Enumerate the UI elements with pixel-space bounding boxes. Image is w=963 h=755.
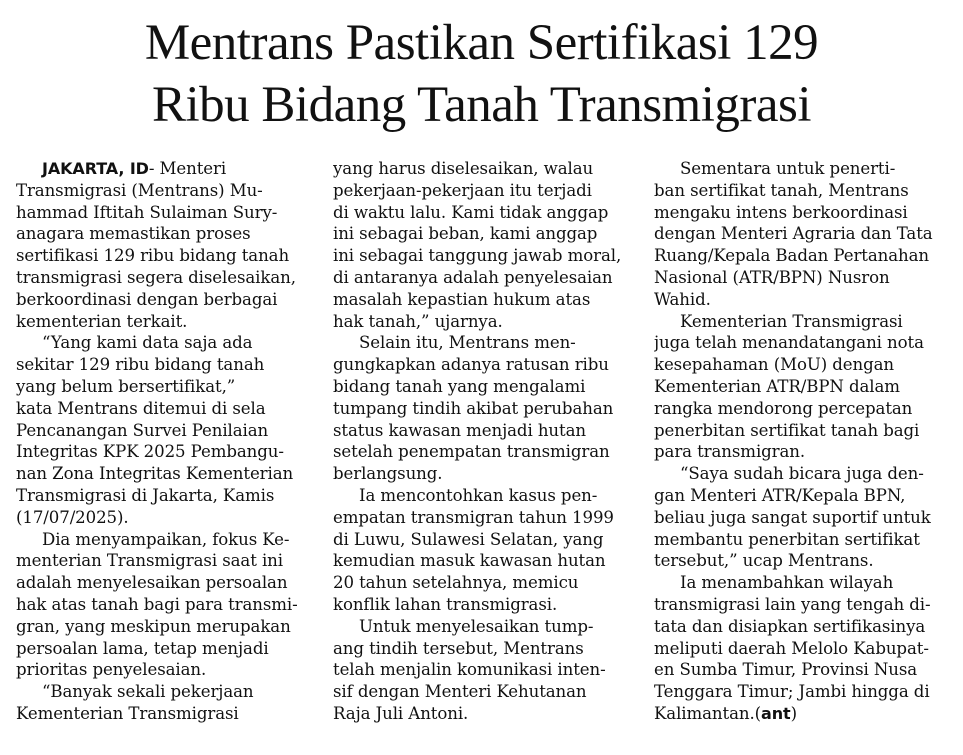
text-line: ang tindih tersebut, Mentrans: [333, 638, 584, 658]
text-line: di antaranya adalah penyelesaian: [333, 267, 613, 287]
article-column-3: [654, 158, 950, 753]
text-line: pekerjaan-pekerjaan itu terjadi: [333, 180, 592, 200]
text-line: Kementerian Transmigrasi: [16, 703, 239, 723]
text-line: “Banyak sekali pekerjaan: [42, 682, 254, 702]
text-line: Tenggara Timur; Jambi hingga di: [654, 682, 930, 702]
text-line: Ruang/Kepala Badan Pertanahan: [654, 246, 929, 266]
text-line: juga telah menandatangani nota: [654, 333, 924, 353]
text-line: mengaku intens berkoordinasi: [654, 202, 908, 222]
text-line: “Saya sudah bicara juga den-: [680, 464, 924, 484]
text-line: Raja Juli Antoni.: [333, 703, 469, 723]
headline-line-1: [0, 14, 963, 72]
text-line: menterian Transmigrasi saat ini: [16, 551, 283, 571]
text-line: sif dengan Menteri Kehutanan: [333, 682, 587, 702]
text-line: sertifikasi 129 ribu bidang tanah: [16, 246, 290, 266]
text-line: Selain itu, Mentrans men-: [359, 333, 576, 353]
text-line: Kalimantan.(ant): [654, 703, 797, 723]
text-line: adalah menyelesaikan persoalan: [16, 573, 288, 593]
text-line: kementerian terkait.: [16, 311, 188, 331]
text-line: transmigrasi lain yang tengah di-: [654, 594, 931, 614]
text-line: bidang tanah yang mengalami: [333, 376, 586, 396]
text-line: Pencanangan Survei Penilaian: [16, 420, 269, 440]
text-line: kata Mentrans ditemui di sela: [16, 398, 266, 418]
text-line: para transmigran.: [654, 442, 806, 462]
text-line: Wahid.: [654, 289, 711, 309]
text-line: Kementerian ATR/BPN dalam: [654, 376, 900, 396]
text-line: Ia menambahkan wilayah: [680, 573, 894, 593]
text-line: 20 tahun setelahnya, memicu: [333, 573, 579, 593]
text-line: status kawasan menjadi hutan: [333, 420, 586, 440]
text-line: telah menjalin komunikasi inten-: [333, 660, 606, 680]
text-line: ini sebagai beban, kami anggap: [333, 224, 598, 244]
text-line: nan Zona Integritas Kementerian: [16, 464, 294, 484]
text-line: Kementerian Transmigrasi: [680, 311, 903, 331]
text-line: empatan transmigran tahun 1999: [333, 507, 614, 527]
author-credit: ant: [761, 703, 791, 723]
text-line: (17/07/2025).: [16, 507, 129, 527]
text-line: Sementara untuk penerti-: [680, 159, 896, 178]
text-line: anagara memastikan proses: [16, 224, 251, 244]
text-line: dengan Menteri Agraria dan Tata: [654, 224, 933, 244]
headline-line-2: [0, 76, 963, 134]
text-line: kesepahaman (MoU) dengan: [654, 355, 895, 375]
text-line: berkoordinasi dengan berbagai: [16, 289, 278, 309]
text-line: “Yang kami data saja ada: [42, 333, 253, 353]
article-column-1: [16, 158, 319, 753]
text-line: ini sebagai tanggung jawab moral,: [333, 246, 622, 266]
text-line: gran, yang meskipun merupakan: [16, 616, 291, 636]
text-line: tersebut,” ucap Mentrans.: [654, 551, 874, 571]
text-line: gan Menteri ATR/Kepala BPN,: [654, 485, 906, 505]
text-line: rangka mendorong percepatan: [654, 398, 913, 418]
text-line: tumpang tindih akibat perubahan: [333, 398, 614, 418]
text-line: kemudian masuk kawasan hutan: [333, 551, 606, 571]
text-line: hammad Iftitah Sulaiman Sury-: [16, 202, 278, 222]
text-line: di waktu lalu. Kami tidak anggap: [333, 202, 609, 222]
text-line: beliau juga sangat suportif untuk: [654, 507, 931, 527]
text-line: Transmigrasi di Jakarta, Kamis: [16, 485, 275, 505]
text-line: masalah kepastian hukum atas: [333, 289, 591, 309]
text-line: Integritas KPK 2025 Pembangu-: [16, 442, 284, 462]
text-line: di Luwu, Sulawesi Selatan, yang: [333, 529, 604, 549]
text-line: penerbitan sertifikat tanah bagi: [654, 420, 920, 440]
article-column-2: [333, 158, 639, 753]
text-line: persoalan lama, tetap menjadi: [16, 638, 269, 658]
text-line: Dia menyampaikan, fokus Ke-: [42, 529, 290, 549]
text-line: tata dan disiapkan sertifikasinya: [654, 616, 926, 636]
text-line: prioritas penyelesaian.: [16, 660, 207, 680]
text-line: ban sertifikat tanah, Mentrans: [654, 180, 909, 200]
headline-text: Mentrans Pastikan Sertifikasi 129: [144, 15, 819, 71]
dateline: JAKARTA, ID: [42, 159, 149, 178]
text-line: setelah penempatan transmigran: [333, 442, 610, 462]
text-line: Nasional (ATR/BPN) Nusron: [654, 267, 890, 287]
text-line: gungkapkan adanya ratusan ribu: [333, 355, 609, 375]
text-line: Ia mencontohkan kasus pen-: [359, 485, 598, 505]
text-line: meliputi daerah Melolo Kabupat-: [654, 638, 929, 658]
text-line: Transmigrasi (Mentrans) Mu-: [16, 180, 263, 200]
text-line: membantu penerbitan sertifikat: [654, 529, 920, 549]
text-line: sekitar 129 ribu bidang tanah: [16, 355, 265, 375]
text-line: konflik lahan transmigrasi.: [333, 594, 558, 614]
text-line: en Sumba Timur, Provinsi Nusa: [654, 660, 918, 680]
text-line: berlangsung.: [333, 464, 443, 484]
text-line: transmigrasi segera diselesaikan,: [16, 267, 296, 287]
text-line: JAKARTA, ID- Menteri: [42, 159, 227, 178]
text-line: yang harus diselesaikan, walau: [333, 159, 594, 178]
headline-text: Ribu Bidang Tanah Transmigrasi: [151, 77, 812, 133]
text-line: hak atas tanah bagi para transmi-: [16, 594, 298, 614]
text-line: yang belum bersertifikat,”: [16, 376, 236, 396]
text-line: Untuk menyelesaikan tump-: [359, 616, 594, 636]
text-line: hak tanah,” ujarnya.: [333, 311, 503, 331]
